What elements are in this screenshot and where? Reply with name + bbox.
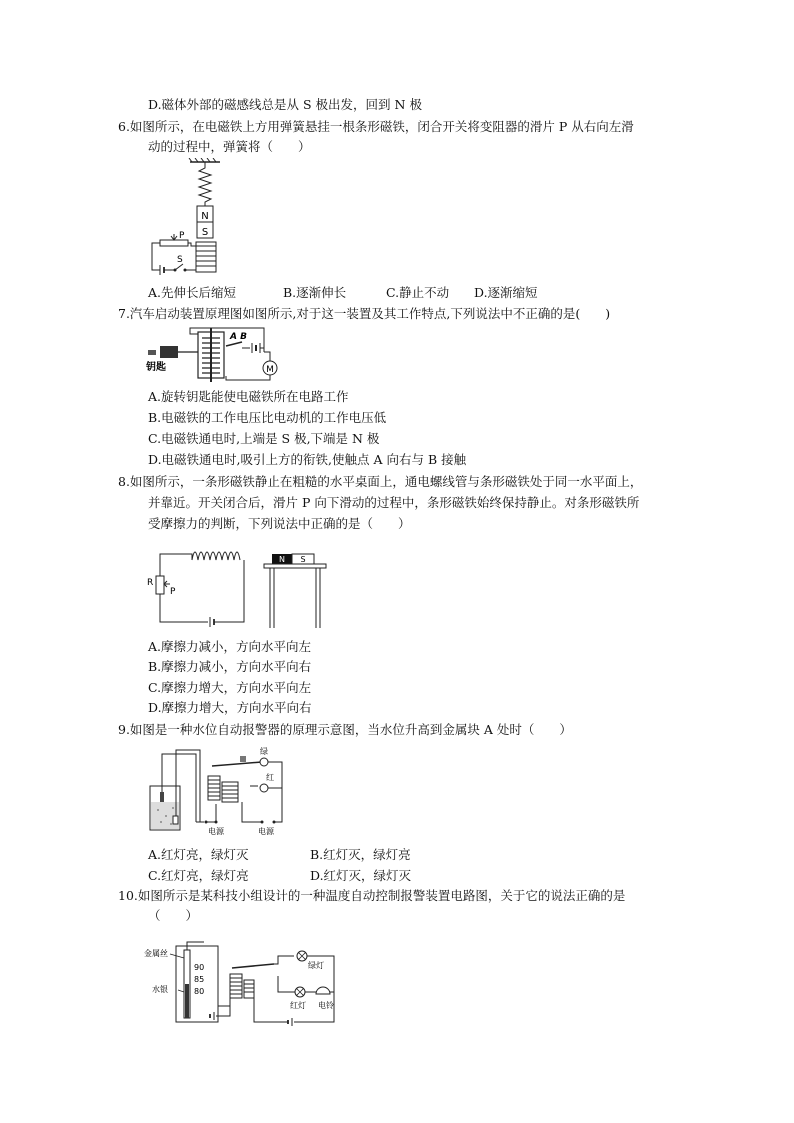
q6-stem-line2: 动的过程中，弹簧将（ ） [148, 139, 311, 154]
q8-stem-line3: 受摩擦力的判断，下列说法中正确的是（ ） [148, 516, 411, 531]
q7-key-label: 钥匙 [146, 362, 166, 373]
q8-resistor-r: R [147, 578, 154, 588]
q8-option-c: C.摩擦力增大，方向水平向左 [148, 680, 312, 695]
q9-green-label: 绿 [260, 747, 268, 756]
q10-bell-label: 电铃 [318, 1001, 334, 1010]
q10-figure [144, 936, 340, 1026]
q7-option-b: B.电磁铁的工作电压比电动机的工作电压低 [148, 410, 387, 425]
q10-tick-90: 90 [194, 963, 205, 972]
q10-red-lamp-label: 红灯 [290, 1001, 306, 1010]
q10-mercury-label: 水银 [152, 985, 168, 994]
q10-tick-85: 85 [194, 975, 205, 984]
q6-magnet-n: N [201, 211, 209, 222]
q8-option-b: B.摩擦力减小，方向水平向右 [148, 659, 312, 674]
q6-figure [146, 158, 226, 276]
q7-stem: 7.汽车启动装置原理图如图所示,对于这一装置及其工作特点,下列说法中不正确的是( ) [118, 306, 611, 321]
q6-switch-s: S [177, 255, 183, 265]
q9-figure [146, 746, 294, 836]
q7-option-d: D.电磁铁通电时,吸引上方的衔铁,使触点 A 向右与 B 接触 [148, 452, 467, 467]
q6-option-a: A.先伸长后缩短 [148, 285, 237, 300]
q10-stem-line2: （ ） [148, 908, 199, 923]
q9-option-c: C.红灯亮，绿灯亮 [148, 868, 249, 883]
q8-option-a: A.摩擦力减小，方向水平向左 [148, 639, 312, 654]
q7-option-c: C.电磁铁通电时,上端是 S 极,下端是 N 极 [148, 431, 380, 446]
q9-red-label: 红 [266, 773, 274, 782]
q6-stem-line1: 6.如图所示，在电磁铁上方用弹簧悬挂一根条形磁铁，闭合开关将变阻器的滑片 P 从右向左滑 [118, 119, 634, 134]
q10-green-lamp-label: 绿灯 [308, 961, 324, 970]
q6-option-d: D.逐渐缩短 [474, 285, 538, 300]
q5-option-d: D.磁体外部的磁感线总是从 S 极出发，回到 N 极 [148, 97, 422, 112]
q9-source-2: 电源 [258, 827, 274, 836]
q10-wire-label: 金属丝 [144, 949, 168, 958]
q8-stem-line1: 8.如图所示，一条形磁铁静止在粗糙的水平桌面上，通电螺线管与条形磁铁处于同一水平面上， [118, 474, 643, 489]
q8-magnet-n: N [279, 555, 285, 564]
q8-option-d: D.摩擦力增大，方向水平向右 [148, 700, 312, 715]
q6-slider-p: P [179, 231, 185, 241]
q6-option-c: C.静止不动 [386, 285, 450, 300]
q8-magnet-s: S [300, 555, 306, 564]
q6-option-b: B.逐渐伸长 [283, 285, 347, 300]
q7-figure [146, 324, 280, 384]
q7-option-a: A.旋转钥匙能使电磁铁所在电路工作 [148, 389, 349, 404]
q9-option-a: A.红灯亮，绿灯灭 [148, 847, 249, 862]
q7-motor-m: M [266, 365, 274, 375]
q9-source-1: 电源 [208, 827, 224, 836]
q6-magnet-s: S [201, 227, 209, 238]
q9-option-d: D.红灯灭，绿灯灭 [310, 868, 412, 883]
q7-contacts-ab: A B [230, 332, 247, 342]
q9-stem: 9.如图是一种水位自动报警器的原理示意图，当水位升高到金属块 A 处时（ ） [118, 722, 572, 737]
q8-slider-p: P [170, 587, 176, 597]
q10-stem-line1: 10.如图所示是某科技小组设计的一种温度自动控制报警装置电路图，关于它的说法正确的是 [118, 888, 626, 903]
q9-option-b: B.红灯灭，绿灯亮 [310, 847, 411, 862]
q10-tick-80: 80 [194, 987, 205, 996]
q8-figure [146, 540, 336, 632]
q8-stem-line2: 并靠近。开关闭合后，滑片 P 向下滑动的过程中，条形磁铁始终保持静止。对条形磁铁所 [148, 495, 640, 510]
